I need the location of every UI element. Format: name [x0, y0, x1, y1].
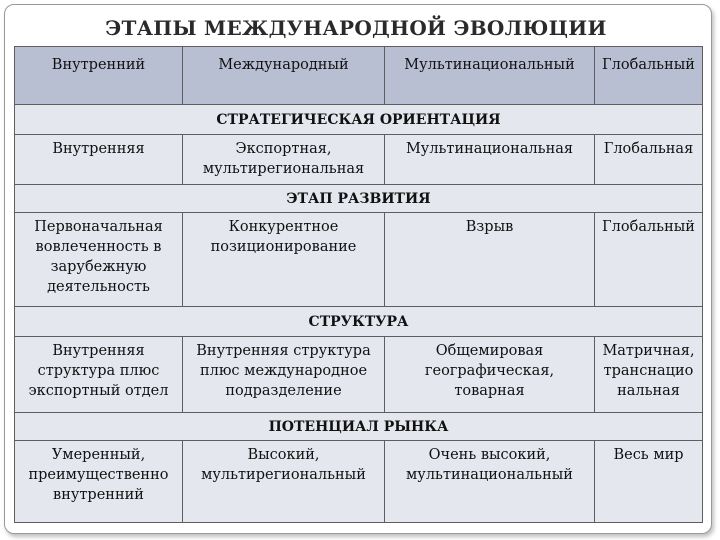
table-cell: Весь мир — [595, 441, 703, 523]
table-cell: Матричная, транснацио нальная — [595, 337, 703, 413]
header-row — [15, 47, 703, 105]
section-title-development-stage: ЭТАП РАЗВИТИЯ — [15, 185, 703, 213]
table-cell: Умеренный, преимущественно внутренний — [15, 441, 183, 523]
table-cell: Глобальная — [595, 135, 703, 185]
table-row — [15, 213, 703, 307]
table-row — [15, 135, 703, 185]
header-cell-global: Глобальный — [595, 47, 703, 105]
evolution-table — [14, 46, 703, 523]
table-row — [15, 337, 703, 413]
table-cell: Конкурентное позиционирование — [183, 213, 385, 307]
table-cell: Первоначальная вовлеченность в зарубежную деятельность — [15, 213, 183, 307]
table-cell: Внутренняя структура плюс международное подразделение — [183, 337, 385, 413]
table-cell: Общемировая географическая, товарная — [385, 337, 595, 413]
table-cell: Внутренняя — [15, 135, 183, 185]
table-cell: Экспортная, мультирегиональная — [183, 135, 385, 185]
table-cell: Глобальный — [595, 213, 703, 307]
section-title-strategic-orientation: СТРАТЕГИЧЕСКАЯ ОРИЕНТАЦИЯ — [15, 105, 703, 135]
table-cell: Взрыв — [385, 213, 595, 307]
table-cell: Мультинациональная — [385, 135, 595, 185]
header-cell-domestic: Внутренний — [15, 47, 183, 105]
header-cell-multinational: Мультинациональный — [385, 47, 595, 105]
section-row — [15, 413, 703, 441]
table-cell: Внутренняя структура плюс экспортный отдел — [15, 337, 183, 413]
table-row — [15, 441, 703, 523]
table-cell: Высокий, мультирегиональный — [183, 441, 385, 523]
table-cell: Очень высокий, мультинациональный — [385, 441, 595, 523]
page-title: ЭТАПЫ МЕЖДУНАРОДНОЙ ЭВОЛЮЦИИ — [105, 16, 607, 40]
section-row — [15, 307, 703, 337]
header-cell-international: Международный — [183, 47, 385, 105]
section-row — [15, 185, 703, 213]
section-title-market-potential: ПОТЕНЦИАЛ РЫНКА — [15, 413, 703, 441]
section-row — [15, 105, 703, 135]
section-title-structure: СТРУКТУРА — [15, 307, 703, 337]
